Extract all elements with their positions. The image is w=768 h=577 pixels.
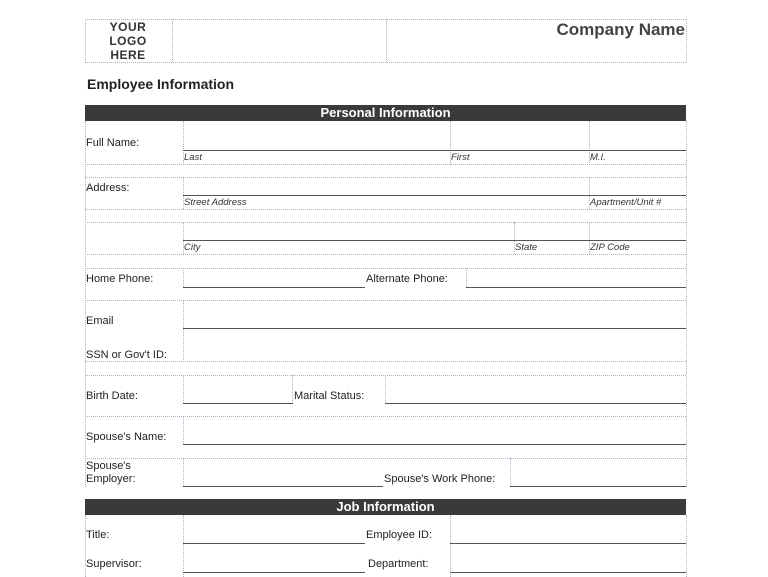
title-input[interactable]	[184, 516, 364, 543]
street-address-sublabel: Street Address	[184, 197, 247, 208]
spouse-name-label: Spouse's Name:	[86, 431, 167, 443]
marital-status-input[interactable]	[386, 376, 686, 403]
state-input[interactable]	[515, 223, 589, 240]
section-header-personal: Personal Information	[85, 105, 686, 121]
email-input[interactable]	[184, 301, 686, 328]
first-name-input[interactable]	[451, 122, 589, 150]
alternate-phone-input[interactable]	[467, 269, 686, 287]
city-sublabel: City	[184, 242, 201, 253]
apartment-unit-sublabel: Apartment/Unit #	[590, 197, 662, 208]
ssn-label: SSN or Gov't ID:	[86, 349, 167, 361]
spouse-work-phone-label: Spouse's Work Phone:	[384, 473, 496, 485]
form-title: Employee Information	[87, 76, 235, 92]
middle-initial-input[interactable]	[590, 122, 686, 150]
email-label: Email	[86, 315, 114, 327]
company-name: Company Name	[556, 20, 685, 39]
title-label: Title:	[86, 529, 110, 541]
last-sublabel: Last	[184, 152, 202, 163]
birth-date-input[interactable]	[184, 376, 292, 403]
alternate-phone-label: Alternate Phone:	[366, 273, 448, 285]
home-phone-input[interactable]	[184, 269, 364, 287]
city-input[interactable]	[184, 223, 514, 240]
employee-id-label: Employee ID:	[366, 529, 433, 541]
zip-code-input[interactable]	[590, 223, 686, 240]
logo-placeholder: YOUR LOGO HERE	[109, 20, 147, 62]
first-sublabel: First	[451, 152, 470, 163]
last-name-input[interactable]	[184, 122, 450, 150]
apartment-unit-input[interactable]	[590, 178, 686, 195]
state-sublabel: State	[515, 242, 538, 253]
spouse-name-input[interactable]	[184, 417, 686, 444]
street-address-input[interactable]	[184, 178, 589, 195]
department-label: Department:	[368, 558, 429, 570]
ssn-input[interactable]	[184, 329, 686, 361]
zip-code-sublabel: ZIP Code	[590, 242, 630, 253]
mi-sublabel: M.I.	[590, 152, 606, 163]
supervisor-label: Supervisor:	[86, 558, 142, 570]
home-phone-label: Home Phone:	[86, 273, 154, 285]
full-name-label: Full Name:	[86, 137, 140, 149]
spouse-employer-input[interactable]	[184, 459, 382, 486]
address-label: Address:	[86, 182, 130, 194]
spouse-employer-label: Spouse's Employer:	[86, 460, 136, 485]
department-input[interactable]	[451, 544, 686, 572]
supervisor-input[interactable]	[184, 544, 364, 572]
marital-status-label: Marital Status:	[294, 390, 365, 402]
spouse-work-phone-input[interactable]	[511, 459, 686, 486]
section-header-job: Job Information	[85, 499, 686, 515]
employee-id-input[interactable]	[451, 516, 686, 543]
birth-date-label: Birth Date:	[86, 390, 138, 402]
